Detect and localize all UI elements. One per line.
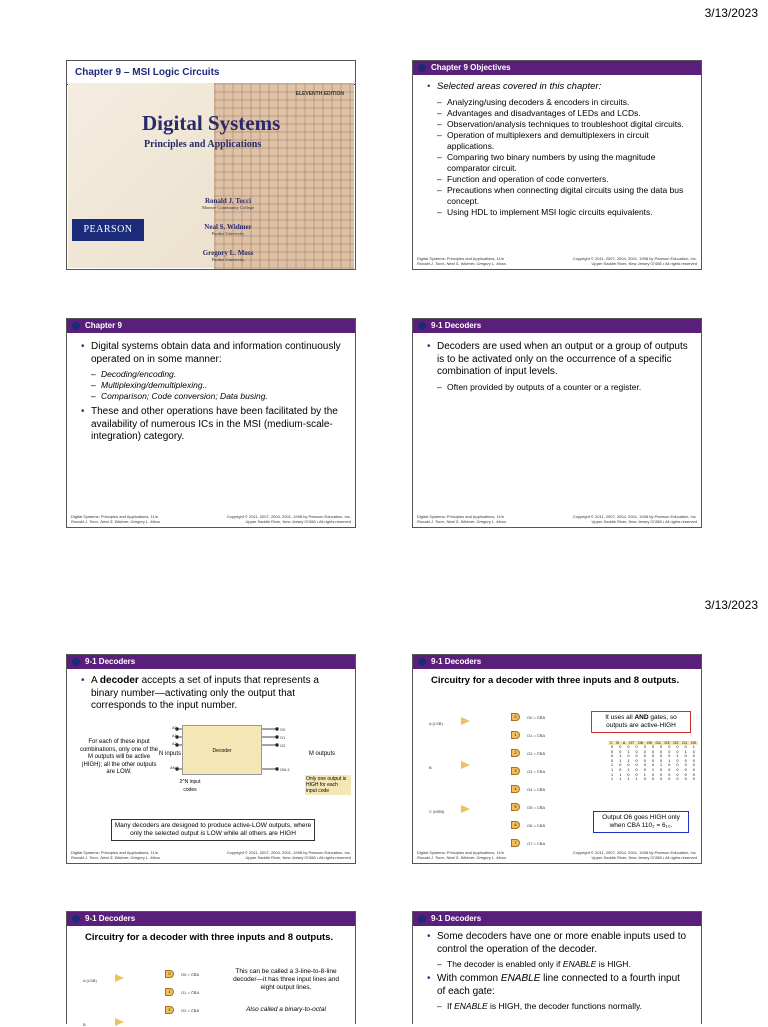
truth-table-cell: 0 xyxy=(651,754,654,759)
bullet xyxy=(81,675,345,713)
input-label: A0 xyxy=(172,725,177,730)
truth-table-cell: 0 xyxy=(692,777,695,782)
truth-table-cell: 0 xyxy=(619,763,622,768)
author-name: Ronald J. Tocci xyxy=(204,197,252,205)
truth-table-cell: 1 xyxy=(619,772,622,777)
truth-table-cell: 0 xyxy=(643,749,646,754)
book-subtitle: Principles and Applications xyxy=(144,139,262,150)
truth-table-cell: 0 xyxy=(643,758,646,763)
keyword-and: AND xyxy=(634,714,649,721)
truth-table-col: O0 xyxy=(690,741,696,745)
text: is HIGH. xyxy=(596,959,631,969)
footer-right-2: Upper Saddle River, New Jersey 07458 • All rights reserved xyxy=(591,261,697,266)
text: accepts a set of inputs that represents a binary number—activating only the output that corresponds to the input number. xyxy=(91,675,319,711)
truth-table-cell: 0 xyxy=(668,749,671,754)
slide-header-text: 9-1 Decoders xyxy=(85,657,136,666)
gate-output-label: O7 = CBA xyxy=(527,841,546,846)
truth-table-cell: 0 xyxy=(627,745,630,749)
slide-footer xyxy=(417,850,697,860)
truth-table-cell: 1 xyxy=(684,749,687,754)
gate-output-label: O2 = C̄BĀ xyxy=(527,751,546,756)
truth-table-cell: 0 xyxy=(692,758,695,763)
truth-table-col: O4 xyxy=(655,741,661,745)
slide-decoders-intro xyxy=(412,318,702,528)
author-school: Purdue University xyxy=(211,257,245,262)
truth-table-cell: 0 xyxy=(651,745,654,749)
gate-output-label: O0 = C̄B̄Ā xyxy=(181,972,200,977)
only-one-note: Only one output is HIGH for each input code xyxy=(305,775,351,795)
truth-table-cell: 0 xyxy=(676,745,679,749)
output-label: O1 xyxy=(280,735,286,740)
truth-table-cell: 0 xyxy=(668,772,671,777)
truth-table-col: O3 xyxy=(664,741,670,745)
truth-table-cell: 1 xyxy=(676,754,679,759)
truth-table-cell: 1 xyxy=(611,767,614,772)
truth-table-cell: 0 xyxy=(668,767,671,772)
text: If xyxy=(447,1001,455,1011)
truth-table-cell: 0 xyxy=(692,772,695,777)
slide-header-text: 9-1 Decoders xyxy=(431,914,482,923)
truth-table-cell: 0 xyxy=(660,758,663,763)
gate-output-label: O2 = C̄BĀ xyxy=(181,1008,200,1013)
book-cover xyxy=(68,83,354,268)
truth-table-col: O7 xyxy=(629,741,635,745)
author-name: Gregory L. Moss xyxy=(202,249,254,257)
and-gate-icon: 5 xyxy=(511,803,520,811)
inverter-icon xyxy=(461,761,470,769)
gate-output-label: O1 = C̄B̄A xyxy=(181,990,200,995)
author-school: Purdue University xyxy=(211,231,245,236)
input-label: A2 xyxy=(172,741,177,746)
author-school: Monroe Community College xyxy=(202,205,254,210)
output-label: O2 xyxy=(280,743,286,748)
truth-table-cell: 1 xyxy=(660,763,663,768)
bullet-dot-icon xyxy=(72,915,80,923)
slide-footer xyxy=(417,514,697,524)
truth-table-row xyxy=(608,777,698,782)
footer-right: Copyright © 2011, 2007, 2004, 2001, 1998 by Pearson Education, Inc. xyxy=(572,514,697,519)
truth-table-cell: 1 xyxy=(668,758,671,763)
text: The decoder is enabled only if xyxy=(447,959,563,969)
slide-header xyxy=(67,655,355,669)
gate-output-label: O6 = CBĀ xyxy=(527,823,546,828)
sub-bullet xyxy=(427,1001,691,1012)
and-gate-icon: 2 xyxy=(511,749,520,757)
and-gate-icon: 2 xyxy=(165,1006,174,1014)
book-title: Digital Systems xyxy=(142,111,281,135)
circuit-input-label: C (MSB) xyxy=(429,809,445,814)
inverter-icon xyxy=(115,1018,124,1026)
truth-table-cell: 0 xyxy=(676,763,679,768)
sub-bullet xyxy=(427,959,691,970)
truth-table-cell: 0 xyxy=(627,763,630,768)
truth-table-cell: 0 xyxy=(611,758,614,763)
footer-left: Digital Systems: Principles and Applications, 11/e xyxy=(71,850,159,855)
slide-footer xyxy=(417,256,697,266)
objective-item: – Comparing two binary numbers by using the magnitude comparator circuit. xyxy=(427,152,691,174)
truth-table-cell: 1 xyxy=(635,777,638,782)
truth-table-cell: 0 xyxy=(660,754,663,759)
truth-table-cell: 0 xyxy=(692,767,695,772)
output-label: O0 xyxy=(280,727,286,732)
output6-callout: Output O6 goes HIGH only when CBA 110₂ = 6₁₀. xyxy=(593,811,689,833)
truth-table-cell: 0 xyxy=(684,772,687,777)
objective-item: – Precautions when connecting digital circuits using the data bus concept. xyxy=(427,185,691,207)
edition-label: ELEVENTH EDITION xyxy=(295,91,344,97)
truth-table-cell: 0 xyxy=(660,772,663,777)
slide-decoder-circuitry xyxy=(412,654,702,864)
footer-right: Copyright © 2011, 2007, 2004, 2001, 1998 by Pearson Education, Inc. xyxy=(572,850,697,855)
footer-left-2: Ronald J. Tocci, Neal S. Widmer, Gregory L. Moss xyxy=(417,855,506,860)
and-gate-icon: 0 xyxy=(165,970,174,978)
and-gate-icon: 7 xyxy=(511,839,520,847)
objective-item: – Analyzing/using decoders & encoders in circuits. xyxy=(427,97,691,108)
truth-table-col: A xyxy=(622,741,626,745)
truth-table-cell: 0 xyxy=(684,754,687,759)
truth-table-cell: 1 xyxy=(651,767,654,772)
truth-table-cell: 1 xyxy=(627,758,630,763)
circuit-input-label: B xyxy=(83,1022,86,1027)
sub-bullet: – Decoding/encoding. xyxy=(81,369,345,380)
slide-decoder-definition xyxy=(66,654,356,864)
truth-table-cell: 0 xyxy=(635,749,638,754)
text: It uses all xyxy=(605,714,635,721)
truth-table-cell: 0 xyxy=(660,749,663,754)
truth-table-cell: 0 xyxy=(635,754,638,759)
slide-objectives xyxy=(412,60,702,270)
truth-table-col: C xyxy=(609,741,613,745)
and-gate-icon: 3 xyxy=(511,767,520,775)
footer-left: Digital Systems: Principles and Applications, 11/e xyxy=(417,850,505,855)
truth-table-cell: 1 xyxy=(611,772,614,777)
truth-table-cell: 0 xyxy=(643,763,646,768)
circuit-title: Circuitry for a decoder with three inputs and 8 outputs. xyxy=(431,675,680,686)
slide-header xyxy=(413,655,701,669)
active-high-callout xyxy=(591,711,691,733)
truth-table-cell: 1 xyxy=(619,777,622,782)
circuit-input-label: B xyxy=(429,765,432,770)
footer-left: Digital Systems: Principles and Applications, 11/e xyxy=(417,256,505,261)
slide-title: Chapter 9 – MSI Logic Circuits xyxy=(67,61,355,85)
inverter-icon xyxy=(461,805,470,813)
truth-table-cell: 0 xyxy=(635,745,638,749)
footer-left-2: Ronald J. Tocci, Neal S. Widmer, Gregory L. Moss xyxy=(71,519,160,524)
truth-table-cell: 0 xyxy=(684,758,687,763)
slide-header-text: Chapter 9 Objectives xyxy=(431,63,511,72)
bullet-dot-icon xyxy=(418,658,426,666)
truth-table-col: O2 xyxy=(673,741,679,745)
footer-right: Copyright © 2011, 2007, 2004, 2001, 1998 by Pearson Education, Inc. xyxy=(226,514,351,519)
circuit-input-label: A (LSB) xyxy=(83,978,97,983)
truth-table-cell: 0 xyxy=(668,763,671,768)
bullet: • These and other operations have been facilitated by the availability of numerous ICs in the MSI (medium-scale-integration) category. xyxy=(81,406,345,444)
truth-table-cell: 0 xyxy=(643,777,646,782)
truth-table-cell: 0 xyxy=(684,745,687,749)
truth-table-cell: 0 xyxy=(651,749,654,754)
active-low-note: Many decoders are designed to produce active-LOW outputs, where only the selected output is LOW while all others are HIGH xyxy=(111,819,315,841)
truth-table-cell: 0 xyxy=(635,758,638,763)
bullet-dot-icon xyxy=(418,915,426,923)
truth-table-cell: 0 xyxy=(660,767,663,772)
text: With common xyxy=(437,973,501,984)
and-gate-icon: 0 xyxy=(511,713,520,721)
keyword-enable: ENABLE xyxy=(500,973,541,984)
truth-table-cell: 0 xyxy=(651,758,654,763)
keyword-enable: ENABLE xyxy=(562,959,597,969)
truth-table-cell: 0 xyxy=(676,749,679,754)
objective-item: – Operation of multiplexers and demultiplexers in circuit applications. xyxy=(427,130,691,152)
text: gates, so outputs are active-HIGH xyxy=(606,714,677,729)
truth-table-cell: 1 xyxy=(611,777,614,782)
slide-cover xyxy=(66,60,356,270)
slide-header-text: 9-1 Decoders xyxy=(431,321,482,330)
truth-table-cell: 0 xyxy=(660,777,663,782)
bullet: • Some decoders have one or more enable inputs used to control the operation of the decoder. xyxy=(427,931,691,956)
truth-table-cell: 0 xyxy=(676,772,679,777)
truth-table-cell: 1 xyxy=(627,749,630,754)
m-outputs-label: M outputs xyxy=(308,751,336,757)
inverter-icon xyxy=(461,717,470,725)
decoder-note: This can be called a 3-line-to-8-line decoder—it has three input lines and eight output lines. xyxy=(233,968,339,991)
slide-footer xyxy=(71,850,351,860)
truth-table-cell: 0 xyxy=(676,777,679,782)
footer-left-2: Ronald J. Tocci, Neal S. Widmer, Gregory L. Moss xyxy=(417,261,506,266)
truth-table-cell: 0 xyxy=(676,758,679,763)
bullet-dot-icon xyxy=(418,64,426,72)
publisher-logo: PEARSON xyxy=(72,219,144,241)
text: line connected to a fourth input of each gate: xyxy=(437,973,680,997)
decoder-note-2: Also called a binary-to-octal xyxy=(246,1006,326,1013)
truth-table-cell: 0 xyxy=(692,749,695,754)
sub-bullet: – Multiplexing/demultiplexing.. xyxy=(81,380,345,391)
truth-table-cell: 0 xyxy=(692,754,695,759)
truth-table-cell: 0 xyxy=(619,749,622,754)
truth-table-col: O1 xyxy=(682,741,688,745)
objective-item: – Observation/analysis techniques to troubleshoot digital circuits. xyxy=(427,119,691,130)
truth-table-cell: 0 xyxy=(611,754,614,759)
truth-table-cell: 0 xyxy=(651,763,654,768)
bullet xyxy=(427,973,691,998)
truth-table-cell: 0 xyxy=(643,754,646,759)
author-3 xyxy=(188,249,268,262)
gate-output-label: O4 = CB̄Ā xyxy=(527,787,546,792)
truth-table-cell: 0 xyxy=(668,754,671,759)
footer-right-2: Upper Saddle River, New Jersey 07458 • All rights reserved xyxy=(245,855,351,860)
truth-table-cell: 1 xyxy=(611,763,614,768)
side-note: For each of these input combinations, only one of the M outputs will be active (HIGH); all the other outputs are LOW. xyxy=(79,739,159,775)
truth-table-cell: 0 xyxy=(619,745,622,749)
truth-table-col: B xyxy=(616,741,619,745)
truth-table-cell: 0 xyxy=(668,777,671,782)
footer-right: Copyright © 2011, 2007, 2004, 2001, 1998 by Pearson Education, Inc. xyxy=(226,850,351,855)
decoder-block: Decoder xyxy=(182,725,262,775)
text: A xyxy=(91,675,100,686)
truth-table-cell: 0 xyxy=(611,749,614,754)
bullet: • Decoders are used when an output or a group of outputs is to be activated only on the occurrence of a specific combination of input levels. xyxy=(427,341,691,379)
truth-table-cell: 0 xyxy=(676,767,679,772)
gate-output-label: O3 = C̄BA xyxy=(527,769,546,774)
truth-table-cell: 0 xyxy=(643,767,646,772)
footer-left-2: Ronald J. Tocci, Neal S. Widmer, Gregory L. Moss xyxy=(71,855,160,860)
truth-table-cell: 0 xyxy=(660,745,663,749)
truth-table-cell: 1 xyxy=(627,777,630,782)
truth-table-cell: 0 xyxy=(611,745,614,749)
author-1 xyxy=(188,197,268,210)
truth-table-cell: 0 xyxy=(651,777,654,782)
slide-chapter9 xyxy=(66,318,356,528)
truth-table-cell: 0 xyxy=(643,745,646,749)
inverter-icon xyxy=(115,974,124,982)
author-2 xyxy=(188,223,268,236)
slide-header xyxy=(413,61,701,75)
sub-bullet: – Comparison; Code conversion; Data busing. xyxy=(81,391,345,402)
text: is HIGH, the decoder functions normally. xyxy=(487,1001,642,1011)
slide-header-text: 9-1 Decoders xyxy=(431,657,482,666)
footer-left: Digital Systems: Principles and Applications, 11/e xyxy=(417,514,505,519)
keyword-enable: ENABLE xyxy=(454,1001,488,1011)
and-gate-icon: 6 xyxy=(511,821,520,829)
truth-table-cell: 0 xyxy=(684,767,687,772)
n-inputs-label: N inputs xyxy=(159,751,182,757)
and-gate-icon: 1 xyxy=(165,988,174,996)
bullet-dot-icon xyxy=(72,322,80,330)
footer-right-2: Upper Saddle River, New Jersey 07458 • All rights reserved xyxy=(591,855,697,860)
slide-decoder-3to8 xyxy=(66,911,356,1027)
sub-bullet: – Often provided by outputs of a counter or a register. xyxy=(427,382,691,393)
truth-table-cell: 1 xyxy=(619,754,622,759)
bullet: • Selected areas covered in this chapter: xyxy=(427,81,691,94)
gate-output-label: O0 = C̄B̄Ā xyxy=(527,715,546,720)
truth-table-cell: 1 xyxy=(692,745,695,749)
and-gate-icon: 4 xyxy=(511,785,520,793)
truth-table-cell: 0 xyxy=(635,772,638,777)
truth-table xyxy=(608,741,698,782)
output-label: OM-1 xyxy=(280,767,290,772)
truth-table-cell: 0 xyxy=(619,767,622,772)
page-date-top: 3/13/2023 xyxy=(704,6,758,20)
slide-footer xyxy=(71,514,351,524)
truth-table-cell: 0 xyxy=(635,767,638,772)
slide-header xyxy=(413,912,701,926)
page-date-mid: 3/13/2023 xyxy=(704,598,758,612)
footer-right-2: Upper Saddle River, New Jersey 07458 • All rights reserved xyxy=(591,519,697,524)
truth-table-body xyxy=(608,745,698,782)
circuit-input-label: A (LSB) xyxy=(429,721,443,726)
footer-left-2: Ronald J. Tocci, Neal S. Widmer, Gregory L. Moss xyxy=(417,519,506,524)
truth-table-cell: 0 xyxy=(684,777,687,782)
truth-table-cell: 0 xyxy=(668,745,671,749)
truth-table-col: O5 xyxy=(646,741,652,745)
truth-table-cell: 0 xyxy=(692,763,695,768)
objective-item: – Using HDL to implement MSI logic circuits equivalents. xyxy=(427,207,691,218)
truth-table-cell: 0 xyxy=(651,772,654,777)
input-label: AN-1 xyxy=(170,765,180,770)
footer-right: Copyright © 2011, 2007, 2004, 2001, 1998 by Pearson Education, Inc. xyxy=(572,256,697,261)
truth-table-cell: 0 xyxy=(684,763,687,768)
objective-item: – Function and operation of code converters. xyxy=(427,174,691,185)
bullet: • Digital systems obtain data and information continuously operated on in some manner: xyxy=(81,341,345,366)
truth-table-cell: 1 xyxy=(619,758,622,763)
gate-output-label: O5 = CB̄A xyxy=(527,805,546,810)
slide-header xyxy=(67,319,355,333)
slide-header-text: 9-1 Decoders xyxy=(85,914,136,923)
bullet-dot-icon xyxy=(72,658,80,666)
gate-output-label: O1 = C̄B̄A xyxy=(527,733,546,738)
slide-header xyxy=(67,912,355,926)
circuit-title: Circuitry for a decoder with three inputs and 8 outputs. xyxy=(85,932,334,943)
truth-table-cell: 0 xyxy=(627,772,630,777)
and-gate-icon: 1 xyxy=(511,731,520,739)
truth-table-cell: 1 xyxy=(643,772,646,777)
truth-table-cell: 0 xyxy=(635,763,638,768)
bullet-dot-icon xyxy=(418,322,426,330)
footer-left: Digital Systems: Principles and Applications, 11/e xyxy=(71,514,159,519)
truth-table-cell: 1 xyxy=(627,767,630,772)
slide-header xyxy=(413,319,701,333)
objective-item: – Advantages and disadvantages of LEDs and LCDs. xyxy=(427,108,691,119)
keyword-decoder: decoder xyxy=(99,675,139,686)
footer-right-2: Upper Saddle River, New Jersey 07458 • All rights reserved xyxy=(245,519,351,524)
input-label: A1 xyxy=(172,733,177,738)
author-name: Neal S. Widmer xyxy=(204,223,252,231)
objectives-list xyxy=(427,97,691,218)
truth-table-col: O6 xyxy=(637,741,643,745)
truth-table-cell: 0 xyxy=(627,754,630,759)
slide-header-text: Chapter 9 xyxy=(85,321,122,330)
slide-decoder-enable xyxy=(412,911,702,1024)
codes-label: 2^N input codes xyxy=(179,779,201,793)
